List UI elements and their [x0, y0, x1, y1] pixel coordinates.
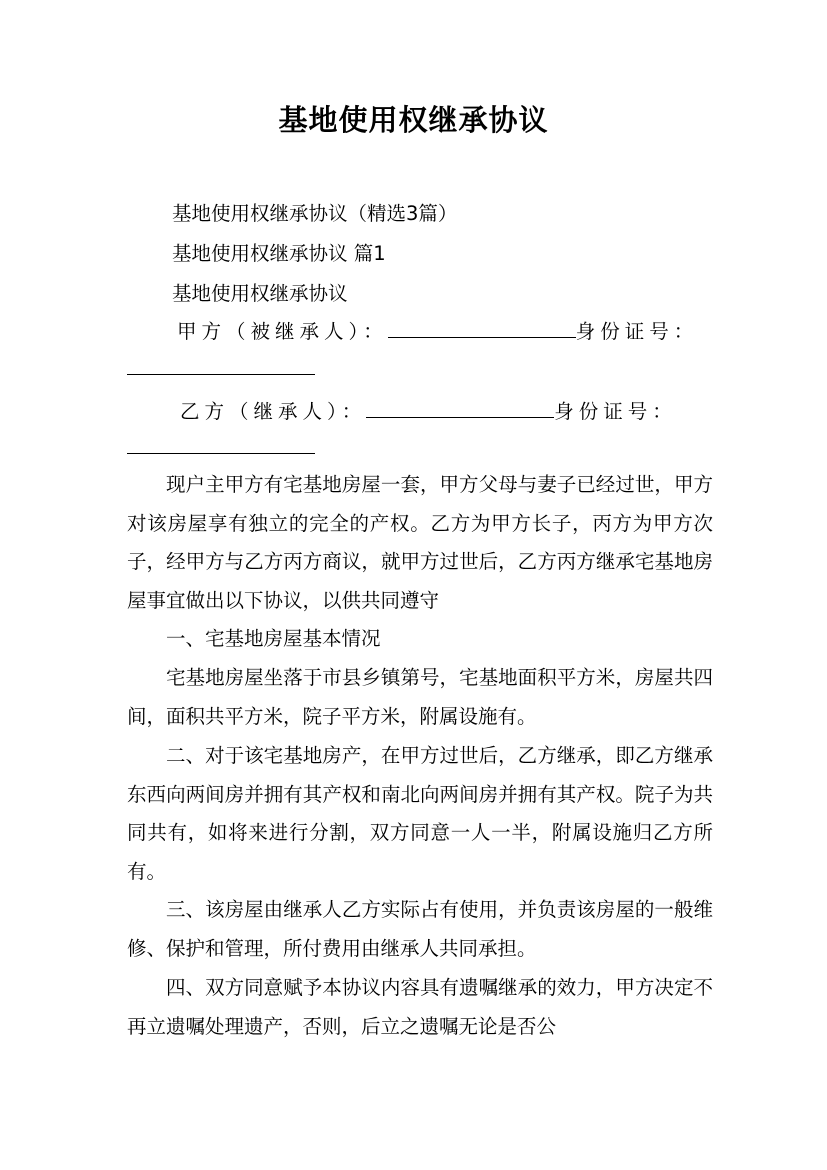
document-title: 基地使用权继承协议 [278, 103, 549, 137]
paragraph-2: 二、对于该宅基地房产，在甲方过世后，乙方继承，即乙方继承东西向两间房并拥有其产权和南北向两间房并拥有其产权。院子为共同共有，如将来进行分割，双方同意一人一半，附属设施归乙方所有。 [127, 744, 713, 883]
party-a-label: 甲方（被继承人）： [177, 320, 388, 343]
section-heading-1: 一、宅基地房屋基本情况 [166, 627, 381, 650]
subtitle-line: 基地使用权继承协议 篇1 [172, 242, 386, 265]
party-a-row [177, 316, 698, 344]
subtitle-line: 基地使用权继承协议（精选3篇） [172, 202, 458, 225]
party-a-id-blank [127, 374, 315, 375]
paragraph-intro: 现户主甲方有宅基地房屋一套，甲方父母与妻子已经过世，甲方对该房屋享有独立的完全的产权。乙方为甲方长子，丙方为甲方次子，经甲方与乙方丙方商议，就甲方过世后，乙方丙方继承宅基地房屋事宜做出以下协议，以供共同遵守 [127, 473, 713, 612]
paragraph-4: 四、双方同意赋予本协议内容具有遗嘱继承的效力，甲方决定不再立遗嘱处理遗产，否则，后立之遗嘱无论是否公 [127, 976, 713, 1038]
paragraph-1: 宅基地房屋坐落于市县乡镇第号，宅基地面积平方米，房屋共四间，面积共平方米，院子平方米，附属设施有。 [127, 666, 713, 728]
party-b-id-label: 身份证号： [554, 400, 677, 423]
party-b-label: 乙方（继承人）： [180, 400, 367, 423]
subtitle-line: 基地使用权继承协议 [172, 282, 348, 305]
party-a-name-blank [388, 319, 576, 338]
party-b-name-blank [366, 399, 554, 418]
party-b-row [180, 396, 677, 424]
party-a-id-label: 身份证号： [575, 320, 699, 343]
party-b-id-blank [127, 453, 315, 454]
paragraph-3: 三、该房屋由继承人乙方实际占有使用，并负责该房屋的一般维修、保护和管理，所付费用由继承人共同承担。 [127, 898, 713, 960]
